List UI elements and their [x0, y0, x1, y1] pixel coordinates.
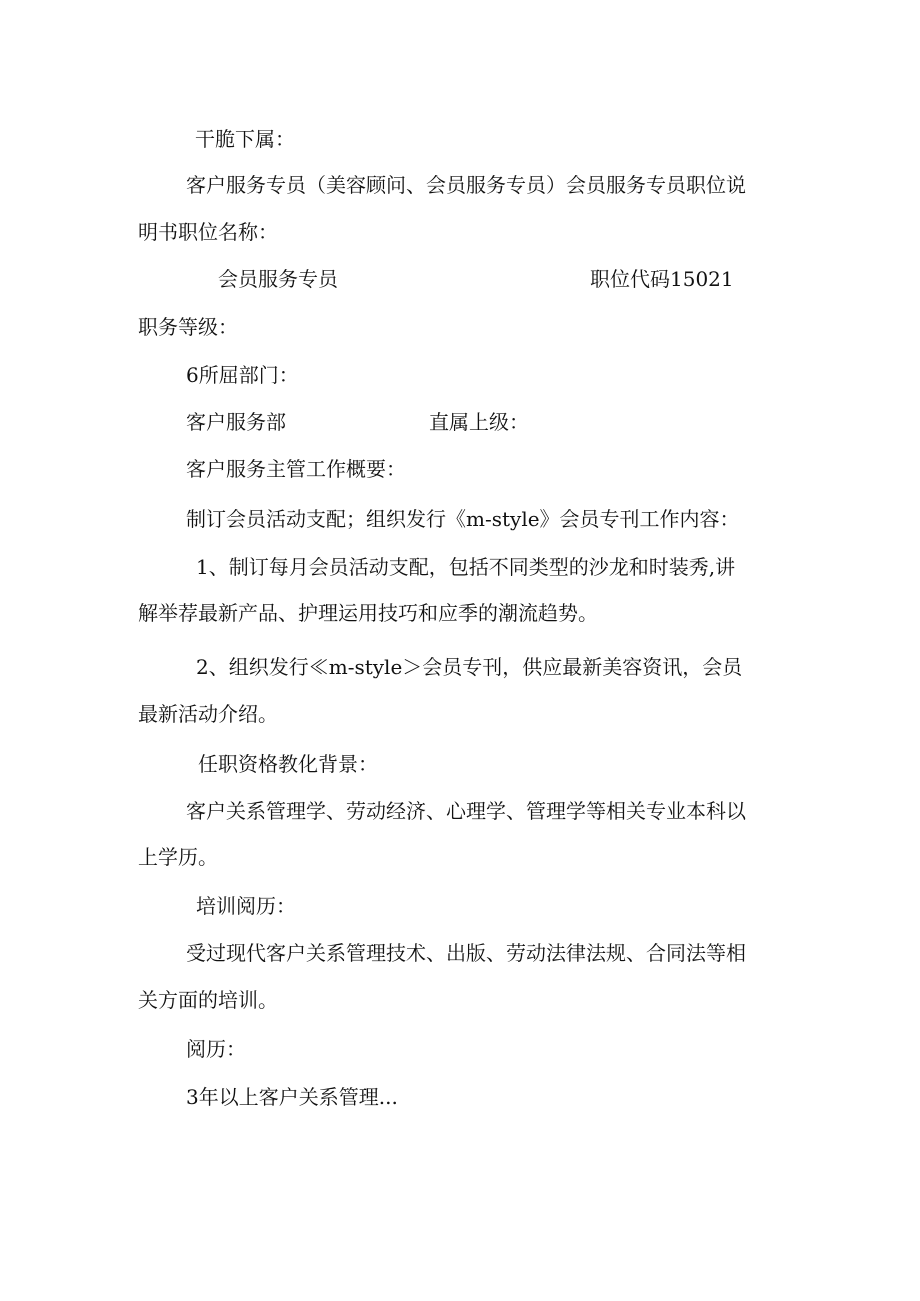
- education-line-1: 客户关系管理学、劳动经济、心理学、管理学等相关专业本科以: [186, 799, 746, 823]
- department-label: 6所屈部门：: [186, 363, 299, 387]
- overview-label: 客户服务主管工作概要：: [186, 457, 406, 481]
- overview-text: 制订会员活动支配；组织发行《m-style》会员专刊工作内容：: [186, 507, 740, 531]
- item1-line-1: 1、制订每月会员活动支配，包括不同类型的沙龙和时装秀,讲: [196, 555, 736, 579]
- experience-text: 3年以上客户关系管理...: [186, 1085, 398, 1109]
- position-name: 会员服务专员: [218, 267, 338, 291]
- title-line-1: 客户服务专员（美容顾问、会员服务专员）会员服务专员职位说: [186, 173, 746, 197]
- item2-line-1: 2、组织发行≪m-style＞会员专刊，供应最新美容资讯，会员: [196, 655, 743, 679]
- education-line-2: 上学历。: [138, 845, 218, 869]
- training-line-1: 受过现代客户关系管理技术、出版、劳动法律法规、合同法等相: [186, 941, 746, 965]
- position-code: 职位代码15021: [590, 267, 734, 291]
- subordinates-label: 干脆下属：: [195, 127, 295, 151]
- grade-label: 职务等级：: [138, 315, 238, 339]
- training-line-2: 关方面的培训。: [138, 988, 278, 1012]
- experience-label: 阅历：: [186, 1037, 246, 1061]
- education-label: 任职资格教化背景：: [198, 752, 378, 776]
- item2-line-2: 最新活动介绍。: [138, 702, 278, 726]
- supervisor-label: 直属上级：: [429, 410, 529, 434]
- department-value: 客户服务部: [186, 410, 286, 434]
- title-line-2: 明书职位名称：: [138, 220, 278, 244]
- item1-line-2: 解举荐最新产品、护理运用技巧和应季的潮流趋势。: [138, 601, 598, 625]
- training-label: 培训阅历：: [196, 894, 296, 918]
